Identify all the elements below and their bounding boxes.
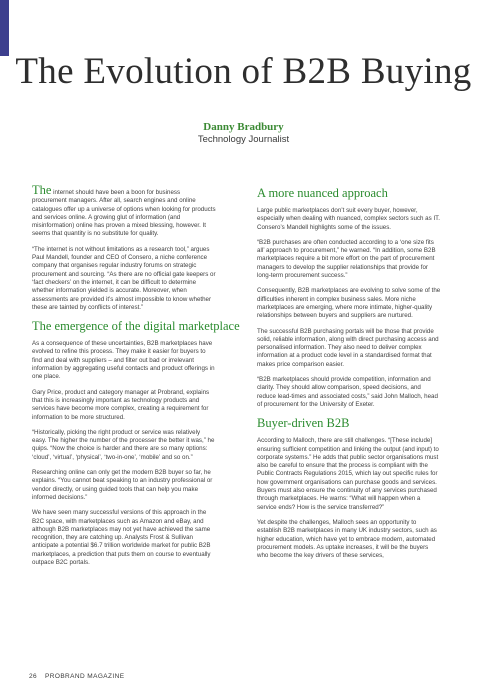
body-paragraph: “Historically, picking the right product or service was relatively easy. The higher the number of the processer the better it was,” he quips. “Now the choice is harder and there are so many options: ‘cloud’, ‘virtual’, ‘physical’, ‘two-in-one’, ‘mobile’ and so on.” bbox=[32, 428, 215, 461]
body-paragraph: “B2B purchases are often conducted according to a ‘one size fits all’ approach to procurement,” he warned. “In addition, some B2B marketplaces require a bit more effort on the part of procurement managers to develop the supplier relationships that provide for long-term procurement success.” bbox=[257, 238, 436, 280]
body-paragraph: As a consequence of these uncertainties, B2B marketplaces have evolved to refine this process. They make it easier for buyers to find and deal with suppliers – and filter out bad or irrelevant information by aggregating useful contacts and product offerings in one place. bbox=[32, 340, 215, 381]
left-column bbox=[32, 183, 240, 574]
section-heading: The emergence of the digital marketplace bbox=[32, 319, 240, 334]
body-paragraph: We have seen many successful versions of this approach in the B2C space, with marketplaces such as Amazon and eBay, and although B2B marketplaces may not yet have achieved the same recognition, they are catching up. Analysts Frost & Sullivan anticipate a potential $6.7 trillion worldwide market for public B2B marketplaces, a prediction that puts them on course to eventually outpace B2C portals. bbox=[32, 509, 211, 566]
body-paragraph: Gary Price, product and category manager at Probrand, explains that this is increasingly important as technology products and services have become more complex, creating a requirement for information to be more structured. bbox=[32, 388, 210, 421]
corner-tab bbox=[0, 0, 9, 56]
body-paragraph: The successful B2B purchasing portals will be those that provide solid, reliable information, along with direct purchasing access and personalised information. They also need to deliver complex information at a product code level in a standardised format that makes price comparison easier. bbox=[257, 327, 439, 368]
body-paragraph: Large public marketplaces don’t suit every buyer, however, especially when dealing with nuanced, complex sectors such as IT. Consero’s Mandell highlights some of the issues. bbox=[257, 207, 440, 231]
body-paragraph: Consequently, B2B marketplaces are evolving to solve some of the difficulties inherent in complex business sales. More niche marketplaces are emerging, where more intimate, higher-quality relationships between buyers and suppliers are nurtured. bbox=[257, 287, 441, 320]
author-role: Technology Journalist bbox=[197, 134, 290, 145]
intro-text: internet should have been a boon for business procurement managers. After all, search engines and online catalogues offer up a universe of options when looking for products and services online. A growing glut of information (and misinformation) online has proven a mixed blessing, however. It seems that quantity is no substitute for quality. bbox=[32, 189, 216, 238]
right-column bbox=[257, 186, 441, 567]
intro-paragraph bbox=[32, 183, 216, 239]
drop-cap: The bbox=[32, 183, 52, 197]
byline bbox=[0, 121, 487, 146]
page-number: 26 bbox=[29, 673, 38, 680]
body-paragraph: According to Malloch, there are still challenges. “[These include] ensuring sufficient competition and linking the output (and input) to corporate systems.” He adds that public sector organisations must also be careful to ensure that the process is compliant with the Public Contracts Regulations 2015, which lay out specific rules for how government organisations can purchase goods and services. Buyers must also ensure the continuity of any services purchased through marketplaces. He warns: “What will happen when a service ends? How is the service transferred?” bbox=[257, 437, 439, 511]
body-paragraph: “B2B marketplaces should provide competition, information and clarity. They should allow comparison, speed decisions, and reduce lead-times and associated costs,” said John Malloch, head of procurement for the University of Exeter. bbox=[257, 376, 438, 408]
publication-name: PROBRAND MAGAZINE bbox=[45, 673, 125, 680]
section-heading: Buyer-driven B2B bbox=[257, 416, 350, 431]
body-paragraph: Yet despite the challenges, Malloch sees an opportunity to establish B2B marketplaces in many UK industry sectors, such as higher education, which have yet to embrace modern, automated procurement models. As uptake increases, it will be the buyers who become the key drivers of these services, bbox=[257, 518, 437, 560]
page-footer bbox=[29, 673, 132, 680]
section-heading: A more nuanced approach bbox=[257, 186, 388, 200]
article-title: The Evolution of B2B Buying bbox=[15, 51, 472, 92]
body-paragraph: “The internet is not without limitations as a research tool,” argues Paul Mandell, founder and CEO of Consero, a niche conference company that organises regular industry forums on strategic procurement and sourcing. “As there are no official gate keepers or ‘fact checkers’ on the internet, it can be difficult to determine whether information yielded is accurate. Moreover, when assessments are provided it’s almost impossible to know whether these are tainted by conflicts of interest.” bbox=[32, 245, 216, 311]
body-paragraph: Researching online can only get the modern B2B buyer so far, he explains. “You cannot beat speaking to an industry professional or vendor directly, or using guided tools that can help you make informed decisions.” bbox=[32, 469, 213, 501]
author-name: Danny Bradbury bbox=[203, 121, 284, 133]
